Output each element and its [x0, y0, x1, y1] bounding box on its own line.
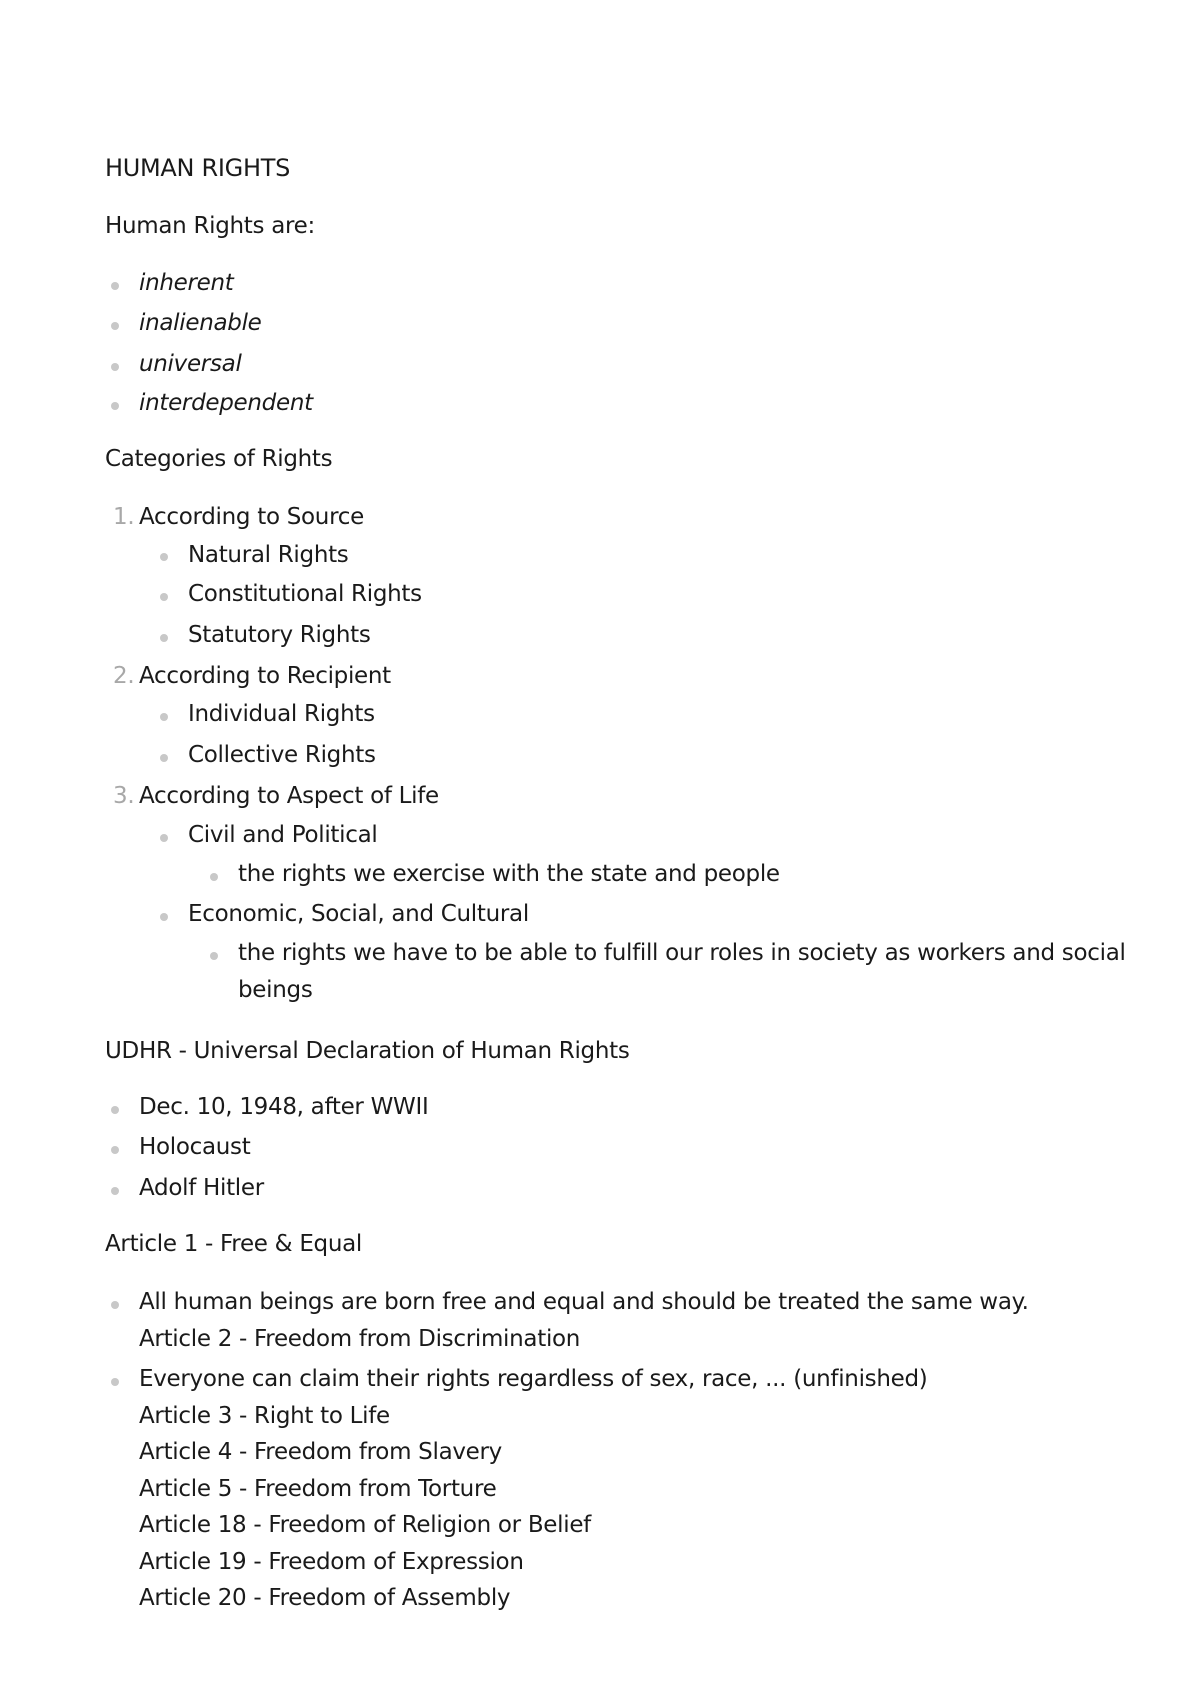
article-line: Article 2 - Freedom from Discrimination — [139, 1326, 581, 1352]
category-item: According to Aspect of Life — [139, 783, 439, 809]
bullet-dot — [111, 1106, 119, 1114]
intro-heading: Human Rights are: — [105, 213, 315, 239]
article1-heading: Article 1 - Free & Equal — [105, 1231, 363, 1257]
bullet-dot — [160, 834, 168, 842]
bullet-dot — [160, 754, 168, 762]
bullet-dot — [111, 282, 119, 290]
categories-heading: Categories of Rights — [105, 446, 333, 472]
bullet-dot — [111, 1187, 119, 1195]
list-item: universal — [139, 351, 242, 377]
article-line: Article 18 - Freedom of Religion or Belief — [139, 1512, 591, 1538]
sub-item: Individual Rights — [188, 701, 375, 727]
list-item: Everyone can claim their rights regardless of sex, race, ... (unfinished) — [139, 1366, 928, 1392]
document-title: HUMAN RIGHTS — [105, 154, 291, 182]
list-item: inherent — [139, 270, 234, 296]
detail-item: the rights we exercise with the state and people — [238, 861, 780, 887]
list-item: interdependent — [139, 390, 313, 416]
bullet-dot — [111, 1378, 119, 1386]
bullet-dot — [111, 402, 119, 410]
bullet-dot — [160, 634, 168, 642]
list-item: Adolf Hitler — [139, 1175, 264, 1201]
bullet-dot — [111, 363, 119, 371]
udhr-heading: UDHR - Universal Declaration of Human Rights — [105, 1038, 630, 1064]
sub-item: Constitutional Rights — [188, 581, 422, 607]
list-number: 1. — [113, 504, 135, 530]
bullet-dot — [210, 952, 218, 960]
sub-item: Civil and Political — [188, 822, 378, 848]
sub-item: Statutory Rights — [188, 622, 371, 648]
bullet-dot — [210, 873, 218, 881]
list-item: All human beings are born free and equal and should be treated the same way. — [139, 1289, 1029, 1315]
list-item: Dec. 10, 1948, after WWII — [139, 1094, 429, 1120]
sub-item: Economic, Social, and Cultural — [188, 901, 529, 927]
bullet-dot — [111, 1301, 119, 1309]
sub-item: Collective Rights — [188, 742, 376, 768]
detail-item-continuation: beings — [238, 977, 313, 1003]
bullet-dot — [160, 913, 168, 921]
article-line: Article 5 - Freedom from Torture — [139, 1476, 497, 1502]
bullet-dot — [111, 322, 119, 330]
article-line: Article 20 - Freedom of Assembly — [139, 1585, 511, 1611]
article-line: Article 3 - Right to Life — [139, 1403, 390, 1429]
detail-item: the rights we have to be able to fulfill our roles in society as workers and social — [238, 940, 1126, 966]
list-number: 2. — [113, 663, 135, 689]
bullet-dot — [160, 553, 168, 561]
list-item: inalienable — [139, 310, 262, 336]
list-item: Holocaust — [139, 1134, 251, 1160]
list-number: 3. — [113, 783, 135, 809]
bullet-dot — [160, 713, 168, 721]
category-item: According to Source — [139, 504, 364, 530]
bullet-dot — [111, 1146, 119, 1154]
bullet-dot — [160, 593, 168, 601]
article-line: Article 19 - Freedom of Expression — [139, 1549, 524, 1575]
article-line: Article 4 - Freedom from Slavery — [139, 1439, 502, 1465]
sub-item: Natural Rights — [188, 542, 349, 568]
category-item: According to Recipient — [139, 663, 391, 689]
